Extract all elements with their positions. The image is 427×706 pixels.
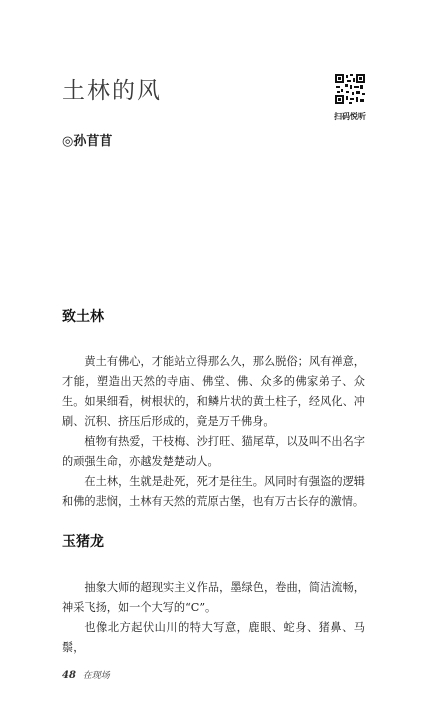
section-heading: 玉猪龙: [62, 534, 104, 550]
qr-label: 扫码悦听: [334, 112, 366, 121]
page-number: 48: [62, 670, 76, 681]
qr-code-icon[interactable]: [335, 74, 365, 104]
page-footer: [62, 668, 110, 681]
paragraph: 如果细看，树根状的，和鳞片状的黄土柱子，经风化、冲刷、沉积、挤压后形成的，竟是万千佛身。: [62, 395, 365, 428]
article-title: 土林的风: [62, 78, 162, 104]
paragraph: 植物有热爱，干枝梅、沙打旺、猫尾草，以及叫不出名字的顽强生命，亦越发楚楚动人。: [62, 435, 365, 468]
journal-name: 在现场: [82, 671, 110, 681]
section-heading: 致土林: [62, 309, 104, 325]
paragraph: 也像北方起伏山川的特大写意，鹿眼、蛇身、猪鼻、马鬃，: [62, 621, 365, 654]
paragraph: 黄土有佛心，才能站立得那么久，那么脱俗；风有禅意，才能，塑造出天然的寺庙、佛堂、佛、众多的佛家弟子、众生。: [62, 355, 365, 408]
author-byline: ◎孙苜苜: [62, 134, 113, 149]
paragraph: 在土林，生就是赴死，死才是往生。风同时有强盗的逻辑和佛的悲悯，土林有天然的荒原古堡，也有万古长存的激情。: [62, 475, 365, 508]
paragraph: 抽象大师的超现实主义作品，墨绿色，卷曲，简洁流畅，神采飞扬，如一个大写的“C”。: [62, 581, 365, 614]
